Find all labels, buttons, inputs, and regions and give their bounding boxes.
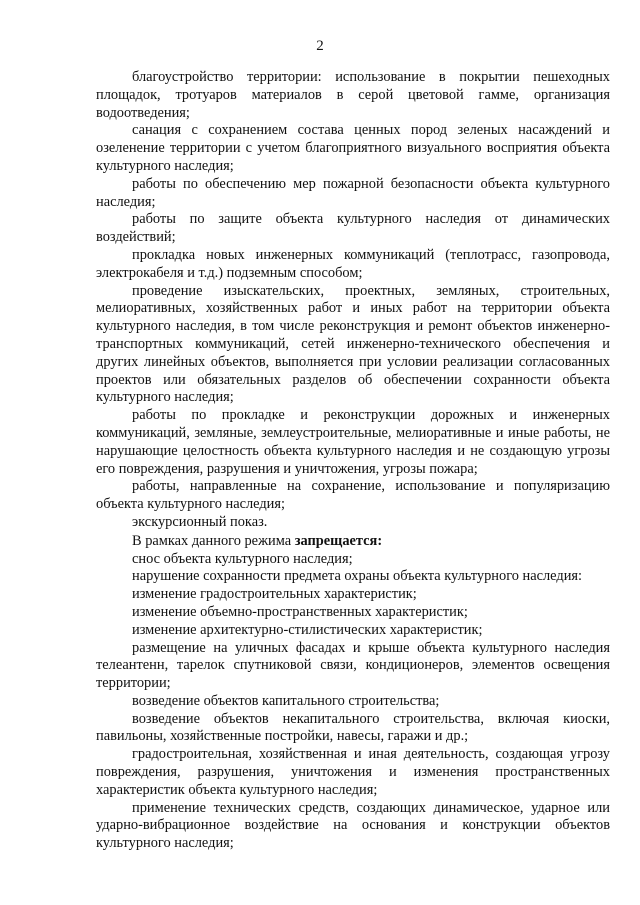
prohibited-heading-emphasis: запрещается:	[294, 532, 383, 549]
prohibited-heading-prefix: В рамках данного режима	[132, 532, 295, 549]
prohibited-item: нарушение сохранности предмета охраны объекта культурного наследия:	[132, 568, 583, 585]
prohibited-item: размещение на уличных фасадах и крыше объекта культурного наследия телеантенн, тарелок спутниковой связи, кондиционеров, элементов освещения территории;	[96, 639, 610, 692]
permitted-item: экскурсионный показ.	[132, 513, 268, 530]
permitted-item: работы по защите объекта культурного наследия от динамических воздействий;	[96, 211, 610, 246]
prohibited-item: градостроительная, хозяйственная и иная деятельность, создающая угрозу повреждения, разрушения, уничтожения и изменения пространственных характеристик объекта культурного наследия;	[96, 746, 610, 798]
prohibited-item: изменение объемно-пространственных характеристик;	[132, 603, 468, 620]
permitted-item: работы, направленные на сохранение, использование и популяризацию объекта культурного наследия;	[96, 478, 610, 513]
permitted-item: благоустройство территории: использование в покрытии пешеходных площадок, тротуаров материалов в серой цветовой гамме, организация водоотведения;	[96, 69, 610, 121]
document-body	[96, 69, 610, 853]
prohibited-item: изменение архитектурно-стилистических характеристик;	[132, 621, 483, 638]
prohibited-item: применение технических средств, создающих динамическое, ударное или ударно-вибрационное воздействие на основания и конструкции объектов культурного наследия;	[96, 799, 610, 852]
prohibited-item: снос объекта культурного наследия;	[132, 550, 353, 567]
permitted-item: прокладка новых инженерных коммуникаций (теплотрасс, газопровода, электрокабеля и т.д.) подземным способом;	[96, 246, 610, 281]
permitted-item: работы по обеспечению мер пожарной безопасности объекта культурного наследия;	[96, 175, 610, 210]
permitted-item: проведение изыскательских, проектных, земляных, строительных, мелиоративных, хозяйственных работ и иных работ на территории объекта культурного наследия, в том числе реконструкция и ремонт объектов инженерно-транспортных коммуникаций, сетей инженерно-технического обеспечения и других линейных объектов, выполняется при условии реализации согласованных проектов или обязательных разделов об обеспечении сохранности объекта культурного наследия;	[96, 282, 610, 406]
permitted-item: работы по прокладке и реконструкции дорожных и инженерных коммуникаций, земляные, землеустроительные, мелиоративные и иные работы, не нарушающие целостность объекта культурного наследия и не создающую угрозы его повреждения, разрушения и уничтожения, угрозы пожара;	[96, 407, 610, 477]
page-number: 2	[316, 38, 324, 54]
prohibited-heading	[96, 533, 610, 551]
prohibited-item: возведение объектов капитального строительства;	[132, 692, 440, 709]
prohibited-item: возведение объектов некапитального строительства, включая киоски, павильоны, хозяйственные постройки, навесы, гаражи и др.;	[96, 710, 610, 745]
prohibited-item: изменение градостроительных характеристик;	[132, 586, 417, 603]
permitted-item: санация с сохранением состава ценных пород зеленых насаждений и озеленение территории с учетом благоприятного визуального восприятия объекта культурного наследия;	[96, 122, 610, 174]
